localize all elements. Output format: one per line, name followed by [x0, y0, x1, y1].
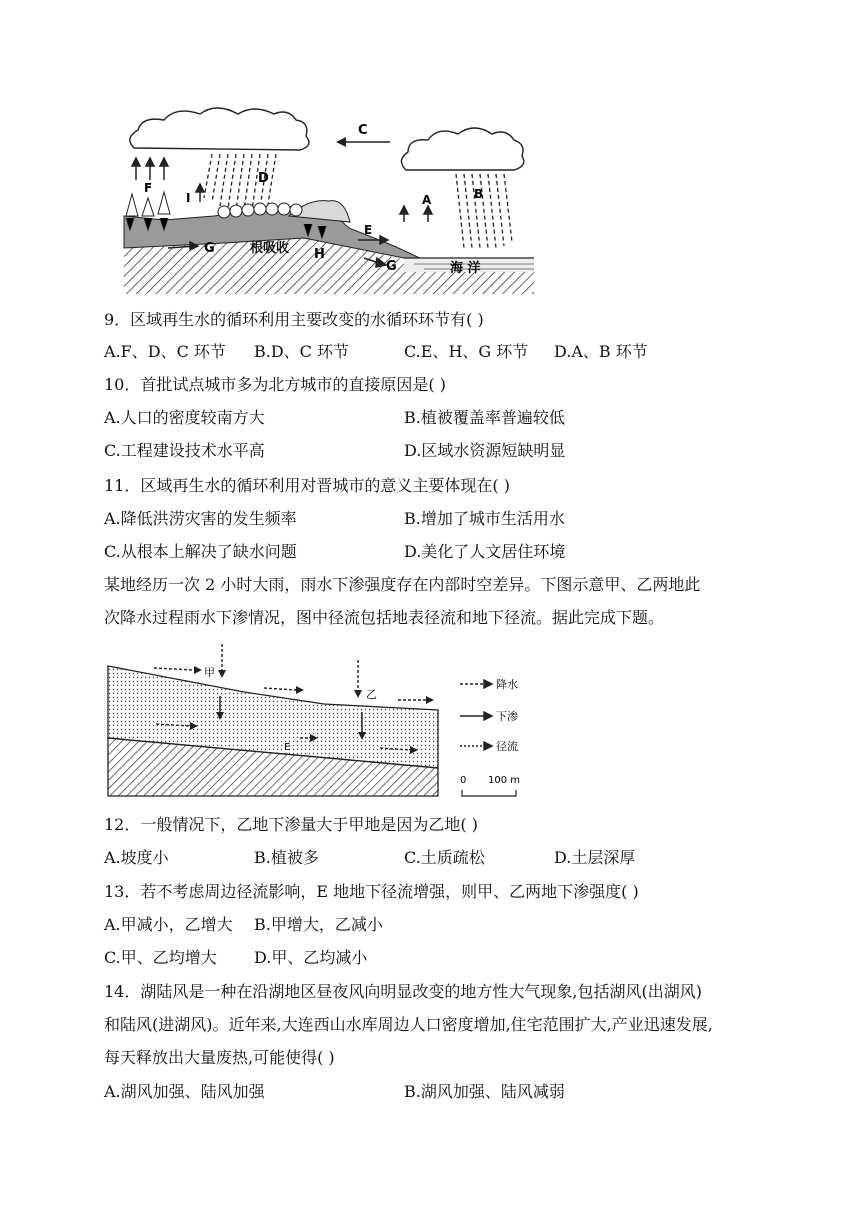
q10-option-a[interactable]: A.人口的密度较南方大 — [104, 408, 265, 427]
label-ocean: 海 洋 — [450, 261, 481, 276]
q14-stem-line-1: 14．湖陆风是一种在沿湖地区昼夜风向明显改变的地方性大气现象,包括湖风(出湖风) — [104, 982, 702, 1001]
label-a: A — [422, 193, 432, 207]
q11-stem: 11．区域再生水的循环利用对晋城市的意义主要体现在( ) — [104, 476, 510, 495]
scale-zero: 0 — [460, 775, 467, 786]
legend-rain: 降水 — [496, 678, 518, 691]
q11-option-c[interactable]: C.从根本上解决了缺水问题 — [104, 542, 297, 561]
q9-option-c[interactable]: C.E、H、G 环节 — [404, 342, 529, 361]
q14-stem-line-3: 每天释放出大量废热,可能使得( ) — [104, 1048, 335, 1067]
q11-option-d[interactable]: D.美化了人文居住环境 — [404, 542, 566, 561]
q12-option-d[interactable]: D.土层深厚 — [554, 848, 636, 867]
label-d: D — [258, 171, 269, 186]
q9-option-d[interactable]: D.A、B 环节 — [554, 342, 648, 361]
q9-option-a[interactable]: A.F、D、C 环节 — [104, 342, 226, 361]
q14-stem-line-2: 和陆风(进湖风)。近年来,大连西山水库周边人口密度增加,住宅范围扩大,产业迅速发展, — [104, 1015, 713, 1034]
water-cycle-diagram — [104, 98, 544, 298]
label-yi: 乙 — [366, 688, 377, 701]
q11-option-a[interactable]: A.降低洪涝灾害的发生频率 — [104, 509, 297, 528]
q13-stem: 13．若不考虑周边径流影响，E 地地下径流增强，则甲、乙两地下渗强度( ) — [104, 882, 639, 901]
scale-bar — [462, 790, 516, 796]
intro-line-1: 某地经历一次 2 小时大雨，雨水下渗强度存在内部时空差异。下图示意甲、乙两地此 — [104, 575, 701, 594]
legend-runoff: 径流 — [496, 740, 518, 753]
label-e-site: E — [284, 742, 291, 753]
q11-option-b[interactable]: B.增加了城市生活用水 — [404, 509, 565, 528]
label-g2: G — [386, 259, 397, 274]
q12-stem: 12．一般情况下，乙地下渗量大于甲地是因为乙地( ) — [104, 815, 478, 834]
scale-distance: 100 m — [488, 775, 521, 786]
q13-option-c[interactable]: C.甲、乙均增大 — [104, 948, 217, 967]
label-c: C — [358, 123, 368, 138]
intro-line-2: 次降水过程雨水下渗情况，图中径流包括地表径流和地下径流。据此完成下题。 — [104, 608, 665, 627]
label-g1: G — [204, 241, 215, 256]
q10-option-c[interactable]: C.工程建设技术水平高 — [104, 441, 265, 460]
q13-option-a[interactable]: A.甲减小，乙增大 — [104, 915, 233, 934]
label-i: I — [186, 191, 191, 205]
label-f: F — [144, 181, 153, 195]
q12-option-a[interactable]: A.坡度小 — [104, 848, 169, 867]
q13-option-d[interactable]: D.甲、乙均减小 — [254, 948, 368, 967]
q9-option-b[interactable]: B.D、C 环节 — [254, 342, 350, 361]
q10-option-b[interactable]: B.植被覆盖率普遍较低 — [404, 408, 565, 427]
label-e: E — [364, 223, 373, 237]
q12-option-b[interactable]: B.植被多 — [254, 848, 319, 867]
q14-option-b[interactable]: B.湖风加强、陆风减弱 — [404, 1082, 565, 1101]
q13-option-b[interactable]: B.甲增大，乙减小 — [254, 915, 383, 934]
q12-option-c[interactable]: C.土质疏松 — [404, 848, 485, 867]
q9-stem: 9．区域再生水的循环利用主要改变的水循环环节有( ) — [104, 310, 484, 329]
label-h: H — [314, 247, 325, 262]
label-jia: 甲 — [204, 666, 215, 679]
infiltration-diagram — [104, 640, 544, 802]
q10-option-d[interactable]: D.区域水资源短缺明显 — [404, 441, 566, 460]
q14-option-a[interactable]: A.湖风加强、陆风加强 — [104, 1082, 265, 1101]
label-root-absorb: 根吸收 — [250, 241, 290, 256]
q10-stem: 10．首批试点城市多为北方城市的直接原因是( ) — [104, 375, 446, 394]
label-b: B — [474, 187, 484, 201]
legend-infiltration: 下渗 — [496, 710, 518, 723]
